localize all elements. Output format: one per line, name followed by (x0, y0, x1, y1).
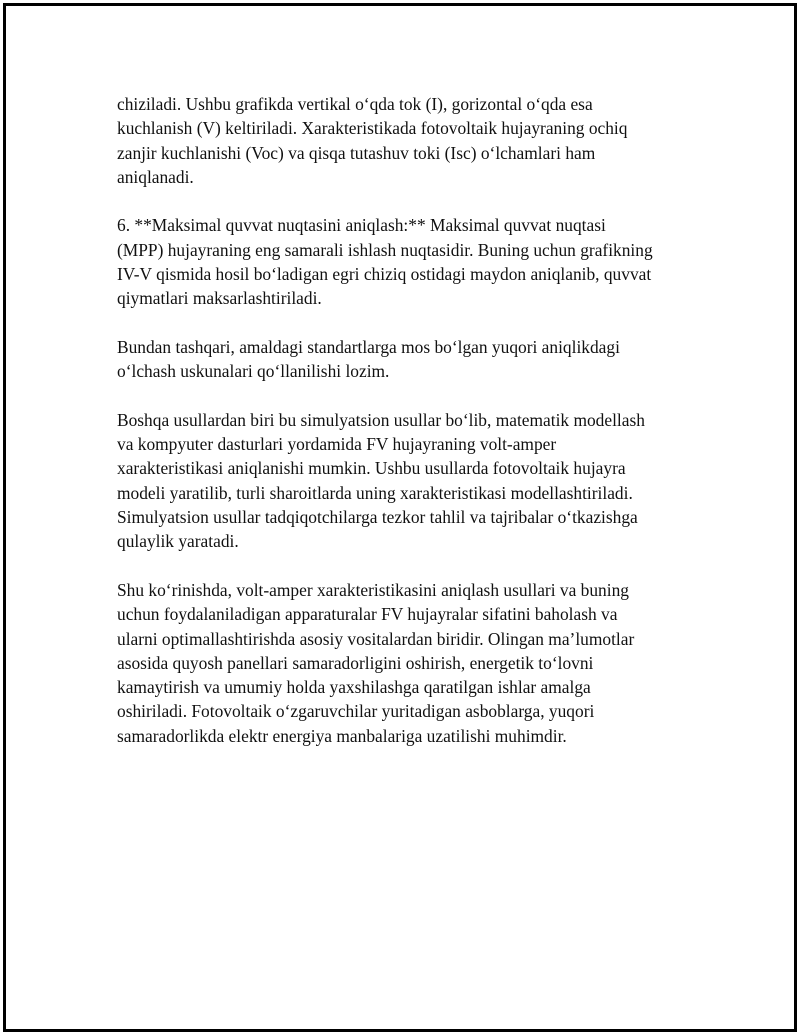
text-line: modeli yaratilib, turli sharoitlarda uning xarakteristikasi modellashtiriladi. (117, 482, 633, 503)
text-line: IV-V qismida hosil bo‘ladigan egri chiziq ostidagi maydon aniqlanib, quvvat (117, 264, 652, 285)
document-body (117, 92, 697, 772)
text-line: Simulyatsion usullar tadqiqotchilarga tezkor tahlil va tajribalar o‘tkazishga (117, 507, 638, 528)
text-line: aniqlanadi. (117, 166, 194, 187)
text-line: va kompyuter dasturlari yordamida FV hujayraning volt-amper (117, 434, 557, 455)
paragraph-standards (117, 335, 697, 384)
text-line: qiymatlari maksarlashtiriladi. (117, 288, 322, 309)
paragraph-mpp (117, 213, 697, 310)
paragraph-simulation (117, 408, 697, 554)
paragraph-conclusion (117, 578, 697, 748)
text-line: samaradorlikda elektr energiya manbalariga uzatilishi muhimdir. (117, 725, 567, 746)
text-line: 6. **Maksimal quvvat nuqtasini aniqlash:** Maksimal quvvat nuqtasi (117, 215, 606, 236)
text-line: ularni optimallashtirishda asosiy vositalardan biridir. Olingan ma’lumotlar (117, 628, 635, 649)
text-line: Shu ko‘rinishda, volt-amper xarakteristikasini aniqlash usullari va buning (117, 579, 629, 600)
text-line: Bundan tashqari, amaldagi standartlarga mos bo‘lgan yuqori aniqlikdagi (117, 336, 620, 357)
text-line: kamaytirish va umumiy holda yaxshilashga qaratilgan ishlar amalga (117, 677, 591, 698)
text-line: Boshqa usullardan biri bu simulyatsion usullar bo‘lib, matematik modellash (117, 409, 645, 430)
text-line: zanjir kuchlanishi (Voc) va qisqa tutashuv toki (Isc) o‘lchamlari ham (117, 142, 596, 163)
text-line: (MPP) hujayraning eng samarali ishlash nuqtasidir. Buning uchun grafikning (117, 239, 653, 260)
text-line: qulaylik yaratadi. (117, 531, 239, 552)
text-line: o‘lchash uskunalari qo‘llanilishi lozim. (117, 361, 390, 382)
text-line: kuchlanish (V) keltiriladi. Xarakteristikada fotovoltaik hujayraning ochiq (117, 118, 628, 139)
paragraph-iv-curve (117, 92, 697, 189)
text-line: oshiriladi. Fotovoltaik o‘zgaruvchilar yuritadigan asboblarga, yuqori (117, 701, 595, 722)
text-line: asosida quyosh panellari samaradorligini oshirish, energetik to‘lovni (117, 652, 594, 673)
text-line: uchun foydalaniladigan apparaturalar FV hujayralar sifatini baholash va (117, 604, 618, 625)
text-line: chiziladi. Ushbu grafikda vertikal o‘qda tok (I), gorizontal o‘qda esa (117, 94, 593, 114)
text-line: xarakteristikasi aniqlanishi mumkin. Ushbu usullarda fotovoltaik hujayra (117, 458, 626, 479)
